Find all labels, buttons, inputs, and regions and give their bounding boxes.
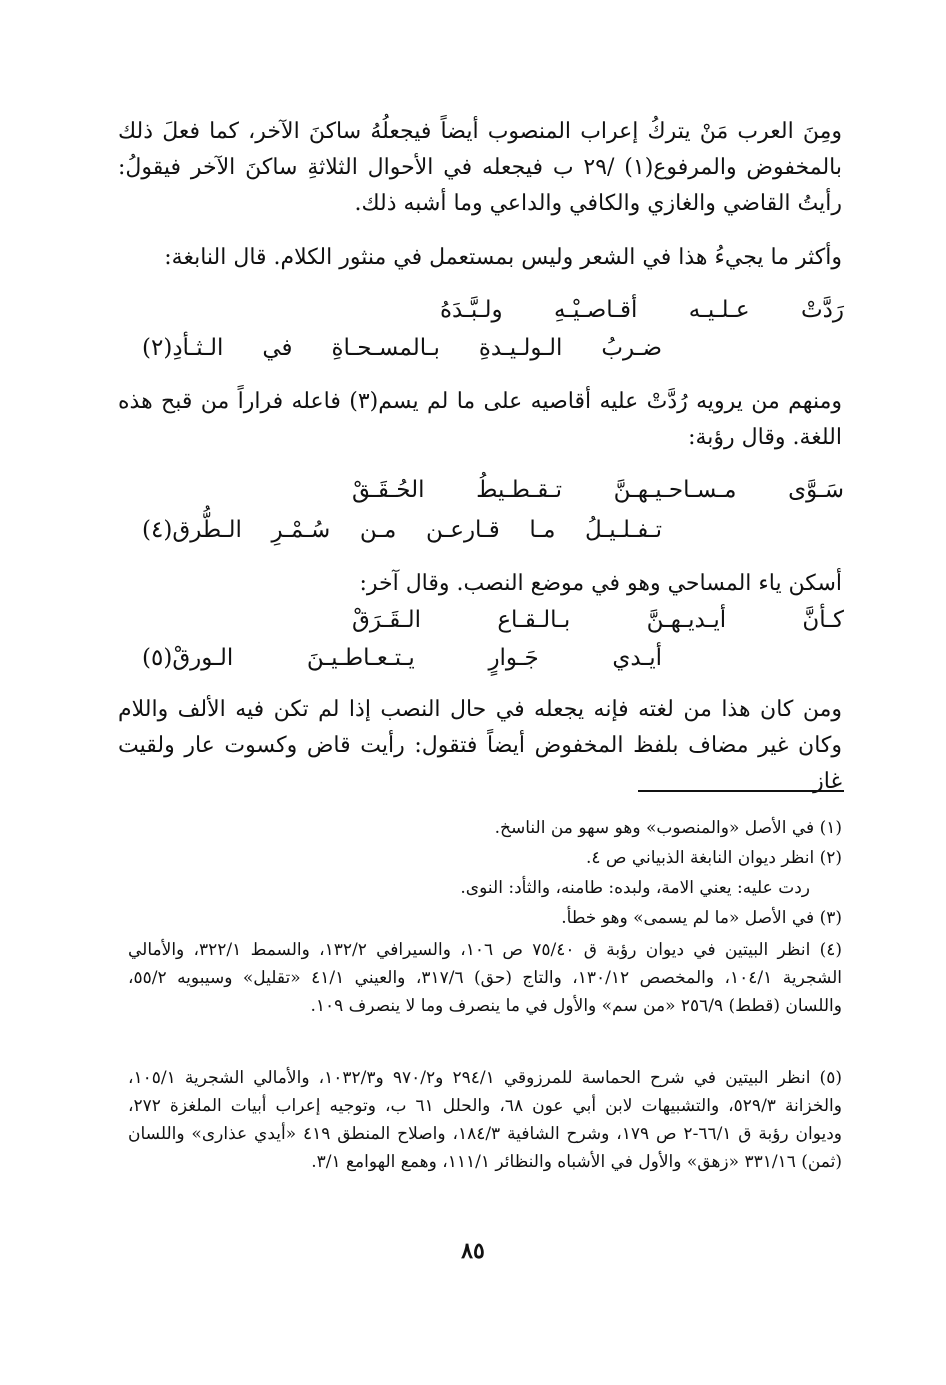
paragraph-2: وأكثر ما يجيءُ هذا في الشعر وليس بمستعمل في منثور الكلام. قال النابغة: bbox=[164, 245, 842, 270]
verse-word: الـورقْ(٥) bbox=[142, 645, 234, 671]
verse-word: تـفـلـيـلُ bbox=[585, 517, 662, 543]
verse-word: يـتـعـاطـيـنَ bbox=[306, 645, 415, 671]
paragraph-5: ومن كان هذا من لغته فإنه يجعله في حال النصب إذا لم تكن فيه الألف واللام وكان غير مضاف بلفظ المخفوض أيضاً فتقول: رأيت قاض وكسوت عار ولقيت غاز bbox=[118, 697, 842, 794]
verse-1-line-2 bbox=[142, 330, 662, 366]
verse-word: سُـمْـرِ bbox=[271, 517, 331, 543]
footnote-4: (٤) انظر البيتين في ديوان رؤبة ق ٧٥/٤٠ ص ١٠٦، والسيرافي ١٣٢/٢، والسمط ٣٢٢/١، والأمالي الشجرية ١٠٤/١، والمخصص ١٣٠/١٢، والتاج (حق) ٣١٧/٦، والعيني ٤١/١ «تقليل» وسيبويه ٥٥/٢، واللسان (قطط) ٢٥٦/٩ «من سم» والأول في ما ينصرف وما لا ينصرف ١٠٩. bbox=[128, 940, 843, 1016]
paragraph-1: ومِنَ العرب مَنْ يتركُ إعراب المنصوب أيضاً فيجعلُهُ ساكنَ الآخر، كما فعلَ ذلك بالمخفوض والمرفوع(١) /٢٩ ب فيجعله في الأحوال الثلاثةِ ساكنَ الآخر فيقولُ: رأيتُ القاضي والغازي والكافي والداعي وما أشبه ذلك. bbox=[118, 119, 842, 216]
verse-word: أقـاصـيْـهِ bbox=[554, 297, 638, 323]
verse-word: بـالـقـاع bbox=[497, 607, 571, 633]
paragraph-3: ومنهم من يرويه رُدَّتْ عليه أقاصيه على ما لم يسم(٣) فاعله فراراً من قبح هذه اللغة. وقال رؤبة: bbox=[118, 389, 842, 450]
verse-1-line-1 bbox=[440, 292, 844, 328]
page-number: ٨٥ bbox=[461, 1238, 485, 1264]
verse-word: تـقـطـيطُ bbox=[476, 477, 563, 503]
verse-2-line-2 bbox=[142, 512, 662, 548]
verse-word: رَدَّتْ bbox=[800, 297, 844, 323]
verse-word: مـن bbox=[359, 517, 397, 543]
verse-word: ضـربُ bbox=[601, 335, 662, 361]
verse-word: قـارعـن bbox=[425, 517, 500, 543]
verse-word: أيـديـهـنَّ bbox=[646, 607, 727, 633]
footnote-divider bbox=[638, 790, 844, 792]
verse-word: الـقَـرَقْ bbox=[352, 607, 422, 633]
verse-word: الـثـأدِ(٢) bbox=[142, 335, 224, 361]
verse-word: الحُـقَـقْ bbox=[352, 477, 425, 503]
verse-word: جَـوارٍ bbox=[488, 645, 539, 671]
verse-2-line-1 bbox=[352, 472, 844, 508]
verse-word: الـطُّرق(٤) bbox=[142, 517, 242, 543]
verse-3-line-1 bbox=[352, 602, 844, 638]
verse-word: كـأنَّ bbox=[802, 607, 844, 633]
footnote-2: (٢) انظر ديوان النابغة الذبياني ص ٤. bbox=[585, 848, 842, 868]
verse-word: مـسـاحـيـهـنَّ bbox=[613, 477, 737, 503]
verse-word: ولـبَّـدَهُ bbox=[440, 297, 503, 323]
footnote-5: (٥) انظر البيتين في شرح الحماسة للمرزوقي ٢٩٤/١ و٩٧٠/٢ و١٠٣٢/٣، والأمالي الشجرية ١٠٥/١، والخزانة ٥٢٩/٣، والتشبيهات لابن أبي عون ٦٨، والحلل ٦١ ب، وتوجيه إعراب أبيات الملغزة ٢٧٢، وديوان رؤبة ق ٦٦/١-٢ ص ١٧٩، وشرح الشافية ١٨٤/٣، واصلاح المنطق ٤١٩ «أيدي عذارى» واللسان (ثمن) ٣٣١/١٦ «زهق» والأول في الأشباه والنظائر ١١١/١، وهمع الهوامع ٣/١. bbox=[128, 1068, 842, 1172]
verse-word: مـا bbox=[529, 517, 556, 543]
verse-word: في bbox=[262, 335, 293, 361]
paragraph-4: أسكن ياء المساحي وهو في موضع النصب. وقال آخر: bbox=[359, 571, 842, 596]
footnote-1: (١) في الأصل «والمنصوب» وهو سهو من الناسخ. bbox=[494, 818, 842, 838]
verse-word: سَـوَّى bbox=[788, 477, 844, 503]
verse-word: بـالمسـحـاةِ bbox=[331, 335, 440, 361]
footnote-2-gloss: ردت عليه: يعني الامة، ولبده: طامنه، والثأد: النوى. bbox=[460, 878, 810, 898]
verse-word: أيـدي bbox=[612, 645, 662, 671]
verse-word: عـلـيـه bbox=[688, 297, 750, 323]
verse-3-line-2 bbox=[142, 640, 662, 676]
verse-word: الـولـيـدةِ bbox=[478, 335, 563, 361]
footnote-3: (٣) في الأصل «ما لم يسمى» وهو خطأ. bbox=[561, 908, 842, 928]
